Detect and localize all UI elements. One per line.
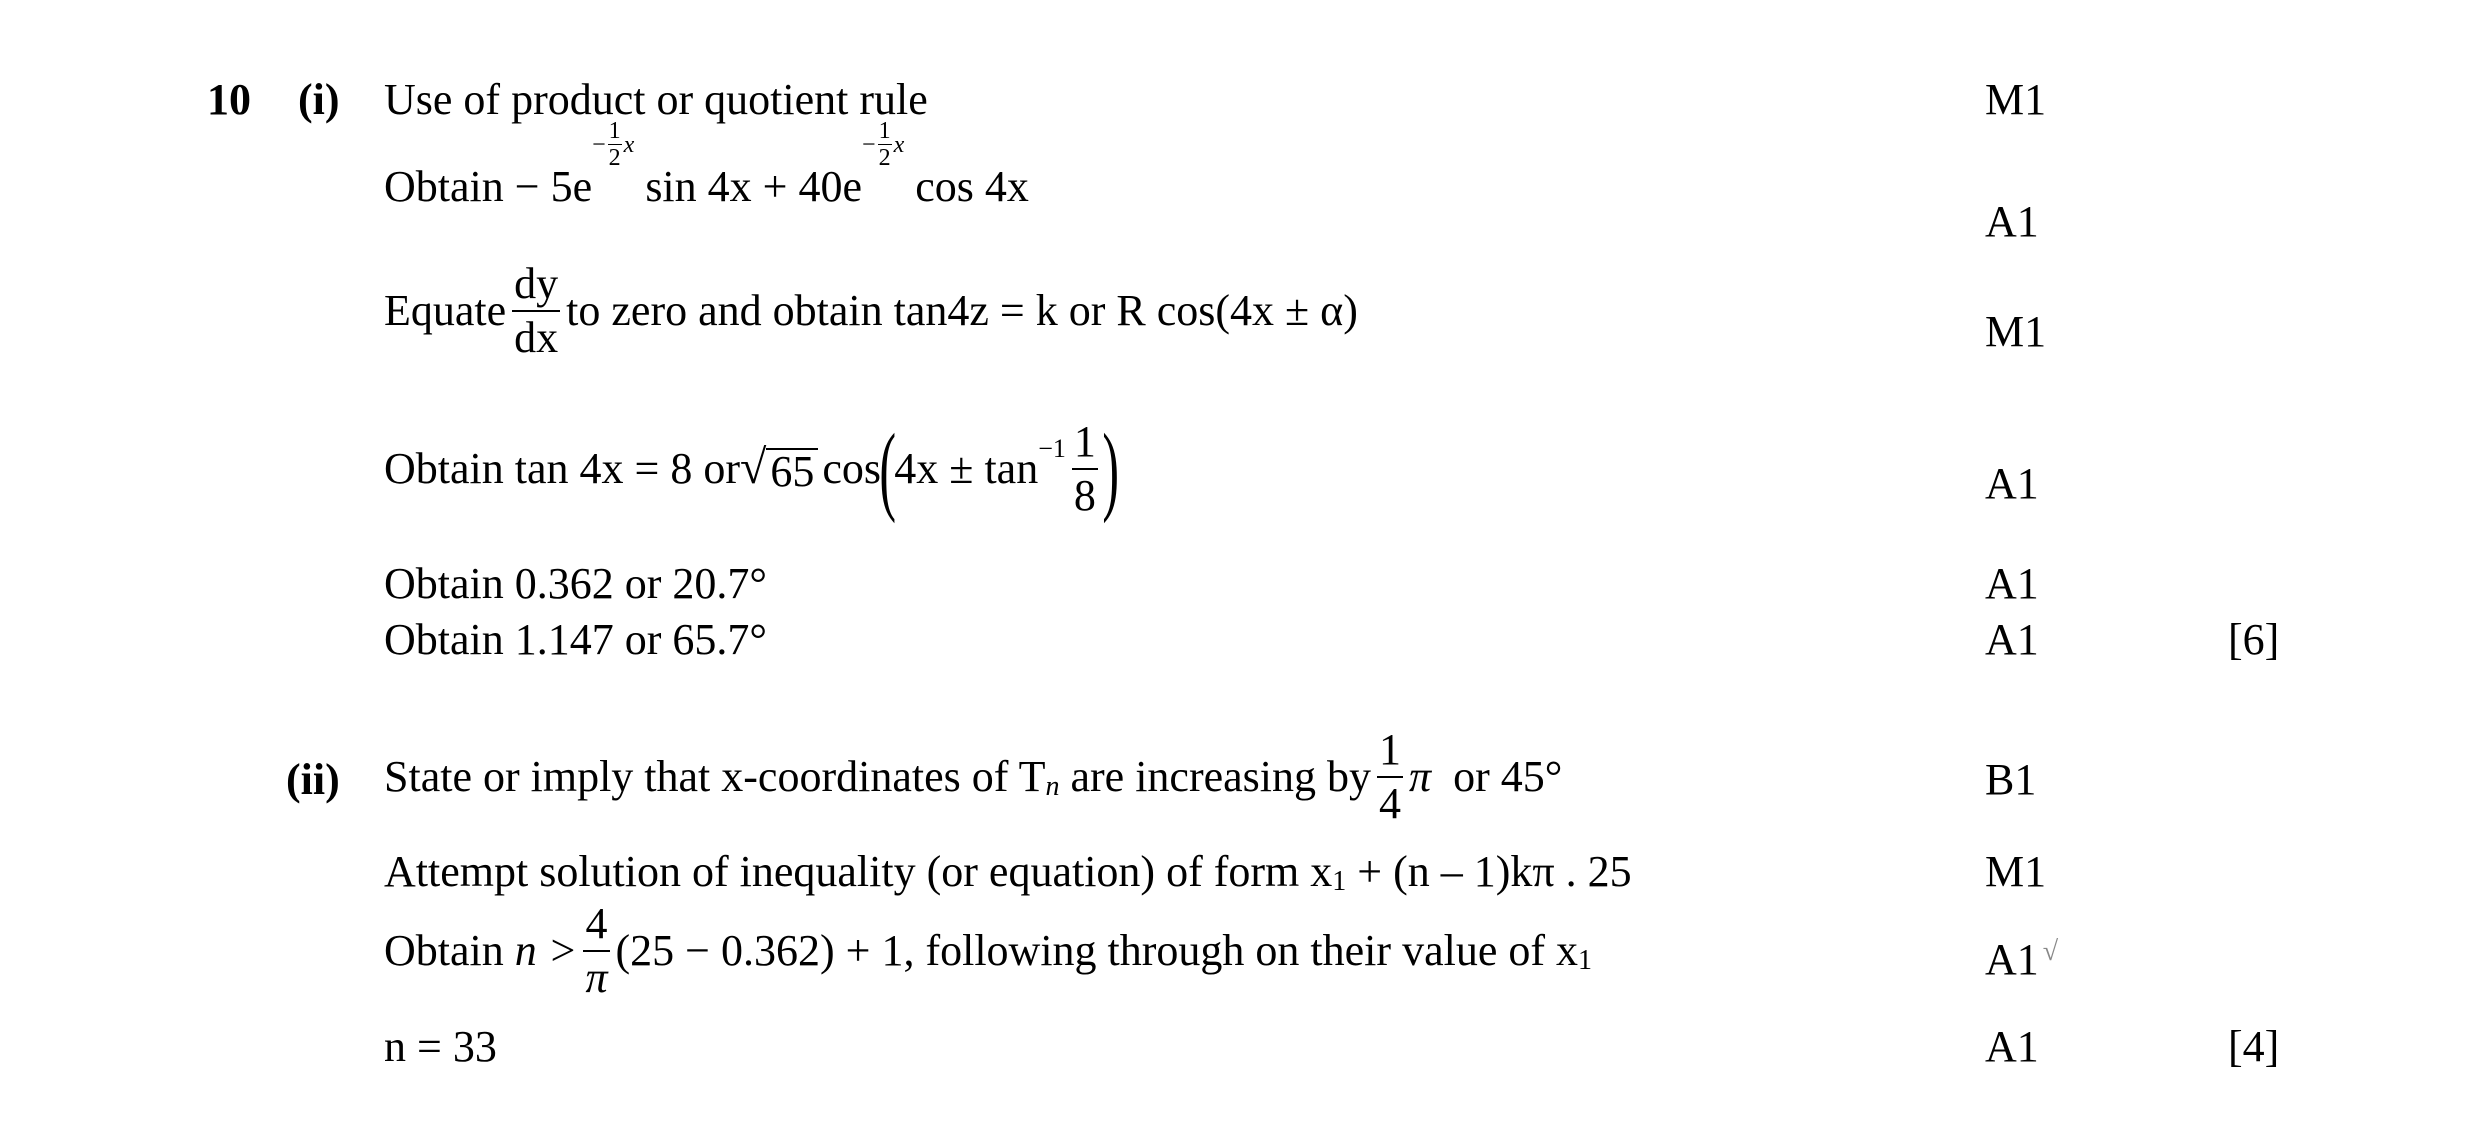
line-state-imply: State or imply that x-coordinates of T n are increasing by $\frac{1}{4}$ π or 45° <box>384 725 1563 828</box>
part-ii-total: [4] <box>2228 1022 2280 1071</box>
line-obtain-1147: Obtain 1.147 or 65.7° <box>384 615 768 664</box>
part-i-total: [6] <box>2228 615 2280 664</box>
fraction-1-8: $\frac{1}{8}$ <box>1073 417 1096 520</box>
mark-line-2: A1 <box>1985 197 2039 246</box>
question-number: 10 <box>207 75 251 124</box>
exponent-1: − $\frac{1}{2}$ x <box>592 118 635 171</box>
mark-line-6: A1 <box>1985 615 2039 664</box>
mark-line-3: M1 <box>1985 307 2047 356</box>
part-label-i: (i) <box>298 75 340 124</box>
follow-through-tick-icon: √ <box>2042 936 2059 967</box>
line-equate: Equate $\frac{dy}{dx}$ to zero and obtain tan4z = k or R cos(4x ± α) <box>384 259 1358 362</box>
mark-line-7: B1 <box>1985 755 2037 804</box>
exponent-2: − $\frac{1}{2}$ x <box>862 118 905 171</box>
line-obtain-0362: Obtain 0.362 or 20.7° <box>384 559 768 608</box>
line-n-33: n = 33 <box>384 1022 497 1071</box>
line-use-of-rule: Use of product or quotient rule <box>384 75 928 124</box>
sqrt-65: √ 65 <box>740 444 818 494</box>
fraction-4-pi: $\frac{4}{\pi}$ <box>585 899 608 1002</box>
fraction-1-4: $\frac{1}{4}$ <box>1379 725 1402 828</box>
mark-line-8: M1 <box>1985 847 2047 896</box>
mark-line-9: A1 √ <box>1985 935 2059 984</box>
part-label-ii: (ii) <box>286 755 340 804</box>
line-obtain-n: Obtain n > $\frac{4}{\pi}$ (25 − 0.362) + 1 , following through on their value of x 1 <box>384 899 1592 1002</box>
fraction-dy-dx: $\frac{dy}{dx}$ <box>514 259 559 362</box>
line-obtain-derivative <box>384 118 1029 213</box>
term-sin-40e: sin 4x + 40e <box>645 161 863 211</box>
mark-line-10: A1 <box>1985 1022 2039 1071</box>
term-minus-5e: − 5e <box>514 161 593 211</box>
line-attempt-inequality: Attempt solution of inequality (or equation) of form x 1 + (n – 1)kπ . 25 <box>384 847 1632 897</box>
mark-line-5: A1 <box>1985 559 2039 608</box>
mark-line-4: A1 <box>1985 459 2039 508</box>
term-cos: cos 4x <box>915 161 1029 211</box>
obtain-label: Obtain <box>384 161 504 211</box>
line-obtain-tan: Obtain tan 4x = 8 or √ 65 cos ( 4x ± tan −1 $\frac{1}{8}$ ) <box>384 413 1119 524</box>
mark-line-1: M1 <box>1985 75 2047 124</box>
